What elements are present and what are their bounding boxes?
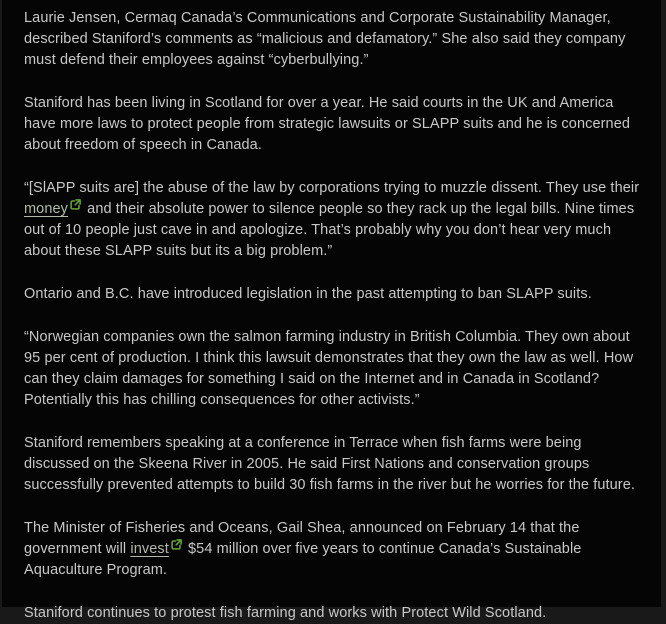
paragraph-terrace-conference: Staniford remembers speaking at a conference in Terrace when fish farms were being discussed on the Skeena River in 2005. He said First Nations and conservation groups successfully prevented attempts to build 30 fish farms in the river but he worries for the future. [24,435,636,493]
paragraph-text: and their absolute power to silence people so they rack up the legal bills. Nine times out of 10 people just cave in and apologize. That’s probably why you don’t hear very much about these SLAPP suits but its a big problem.” [24,201,635,259]
paragraph-cermaq-response: Laurie Jensen, Cermaq Canada’s Communications and Corporate Sustainability Manager, described Staniford’s comments as “malicious and defamatory.” She also said they company must defend their employees against “cyberbullying.” [24,10,626,68]
paragraph-text: “[SlAPP suits are] the abuse of the law by corporations trying to muzzle dissent. They use their [24,180,640,196]
paragraph-text: $54 million over five years to continue Canada’s Sustainable Aquaculture Program. [24,541,582,578]
external-link-icon[interactable] [171,539,182,550]
paragraph-norwegian-quote: “Norwegian companies own the salmon farming industry in British Columbia. They own about 95 per cent of production. I think this lawsuit demonstrates that they own the law as well. How can they claim damages for something I said on the Internet and in Canada in Scotland? Potentially this has chilling consequences for other activists.” [24,329,634,408]
paragraph-text: The Minister of Fisheries and Oceans, Gail Shea, announced on February 14 that the government will [24,520,580,557]
paragraph-minister-announcement [24,518,646,581]
invest-link[interactable] [130,541,183,557]
money-link[interactable] [24,201,83,217]
paragraph-legislation: Ontario and B.C. have introduced legislation in the past attempting to ban SLAPP suits. [24,286,592,302]
paragraph-closing: Staniford continues to protest fish farming and works with Protect Wild Scotland. [24,605,547,621]
invest-link-label: invest [130,541,169,557]
external-link-icon[interactable] [70,199,81,210]
money-link-label: money [24,201,69,217]
paragraph-slapp-quote [24,178,646,262]
article-body [2,0,661,621]
paragraph-staniford-scotland: Staniford has been living in Scotland for over a year. He said courts in the UK and America have more laws to protect people from strategic lawsuits or SLAPP suits and he is concerned about freedom of speech in Canada. [24,95,631,153]
